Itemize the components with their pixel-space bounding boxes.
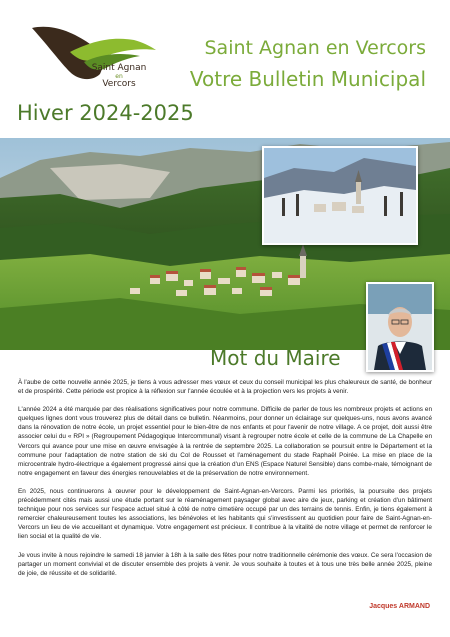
- section-title: Mot du Maire: [210, 346, 341, 370]
- paragraph-2: L'année 2024 a été marquée par des réalisations significatives pour notre commune. Difficile de parler de tous les nombreux projets et actions en quelques lignes dont vous trouverez plus de détail dans ce bulletin. Néanmoins, pour donner un éclairage sur quelques-uns, nous avons avancé dans la rénovation de notre école, un projet essentiel pour le bien-être de nos enfants et pour l'avenir de notre village. A ce projet, doit aussi être associer celui du « RPI » (Regroupement Pédagogique Intercommunal) visant à regrouper notre école et celle de la commune de La Chapelle en Vercors qui avance pour une mise en œuvre envisagée à la rentrée de septembre 2025. La collaboration se poursuit entre le Département et la commune pour l'adaptation de notre station de ski du Col de Rousset et l'aménagement du stade Raphaël Poirée. La mise en place de la microcentrale hydro-électrique a également progressé ainsi que la création d'un ENS (Espace Naturel Sensible) dans combe-male, témoignant de notre engagement en faveur des énergies renouvelables et de la préservation de notre environnement.: [18, 406, 432, 477]
- paragraph-3: En 2025, nous continuerons à œuvrer pour le développement de Saint-Agnan-en-Vercors. Parmi les priorités, la poursuite des projets précédemment cités mais aussi une étude portant sur le réaménagement paysager global avec aire de jeux, parking et création d'un bâtiment technique pour nos services sur l'espace actuel situé à côté de notre cimetière occupé par un des terrains de tennis. Enfin, je tiens également à remercier chaleureusement toutes les associations, les bénévoles et les habitants qui s'investissent au quotidien pour faire de Saint-Agnan-en-Vercors un lieu de vie accueillant et dynamique. Votre engagement est précieux. Il contribue à la vitalité de notre village et permet de renforcer le lien social et la qualité de vie.: [18, 487, 432, 541]
- logo-line-1: Saint Agnan: [91, 63, 147, 73]
- bulletin-title-line-2: Votre Bulletin Municipal: [189, 67, 426, 91]
- signature: Jacques ARMAND: [369, 603, 430, 610]
- mayor-message: [18, 378, 432, 587]
- snowy-village-photo: [262, 146, 418, 245]
- bulletin-title-line-1: Saint Agnan en Vercors: [204, 37, 426, 59]
- paragraph-1: À l'aube de cette nouvelle année 2025, je tiens à vous adresser mes vœux et ceux du conseil municipal les plus chaleureux de santé, de bonheur et de prospérité. Cette période est propice à la réflexion sur l'année écoulée et à la projection vers les projets à venir.: [18, 379, 432, 396]
- mayor-portrait: [366, 282, 434, 372]
- logo-caption: [80, 64, 158, 89]
- paragraph-4: Je vous invite à nous rejoindre le samedi 18 janvier à 18h à la salle des fêtes pour notre traditionnelle cérémonie des vœux. Ce sera l'occasion de partager un moment convivial et de discuter ensemble des projets à venir. Je vous souhaite à toutes et à tous une très belle année 2025, pleine de joie, de réussite et de solidarité.: [18, 551, 432, 577]
- logo-line-2: en: [115, 73, 123, 80]
- season-title: Hiver 2024-2025: [17, 101, 194, 125]
- logo-line-3: Vercors: [102, 79, 136, 89]
